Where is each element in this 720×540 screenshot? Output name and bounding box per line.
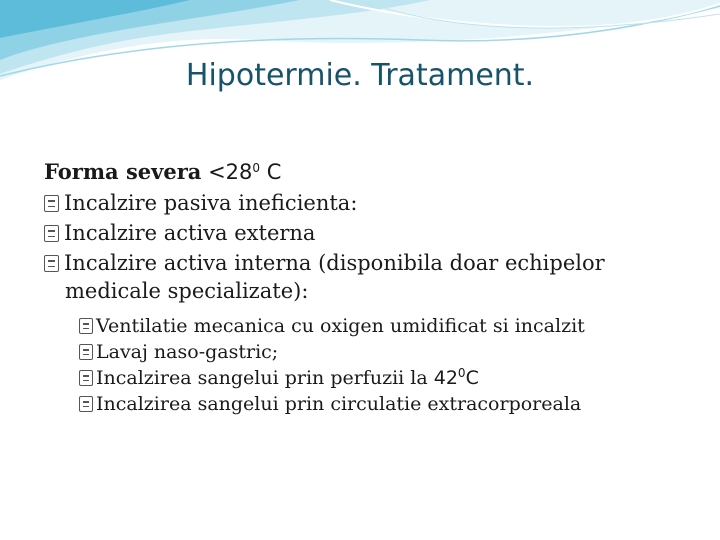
missing-glyph-box-icon	[44, 195, 59, 212]
missing-glyph-box-icon	[79, 344, 93, 360]
list-item: Incalzire activa externa	[44, 219, 694, 247]
content-body	[44, 158, 694, 417]
heading-temperature: $<28^0$ C	[208, 160, 282, 184]
list-item: Incalzire activa interna (disponibila doar echipelor medicale specializate):	[44, 249, 694, 305]
treatment-list	[44, 189, 694, 305]
missing-glyph-box-icon	[79, 396, 93, 412]
page-title: Hipotermie. Tratament.	[185, 58, 535, 93]
list-item: Incalzire pasiva ineficienta:	[44, 189, 694, 217]
sub-list-item: Lavaj naso-gastric;	[44, 339, 694, 365]
missing-glyph-box-icon	[79, 318, 93, 334]
missing-glyph-box-icon	[44, 255, 59, 272]
section-heading	[44, 158, 694, 186]
sub-list-item: Incalzirea sangelui prin perfuzii la $42^0C$	[44, 365, 694, 391]
missing-glyph-box-icon	[79, 370, 93, 386]
heading-lead: Forma severa	[44, 159, 202, 184]
missing-glyph-box-icon	[44, 225, 59, 242]
internal-warming-sublist	[44, 313, 694, 417]
sub-list-item: Incalzirea sangelui prin circulatie extracorporeala	[44, 391, 694, 417]
sub-list-item: Ventilatie mecanica cu oxigen umidificat si incalzit	[44, 313, 694, 339]
